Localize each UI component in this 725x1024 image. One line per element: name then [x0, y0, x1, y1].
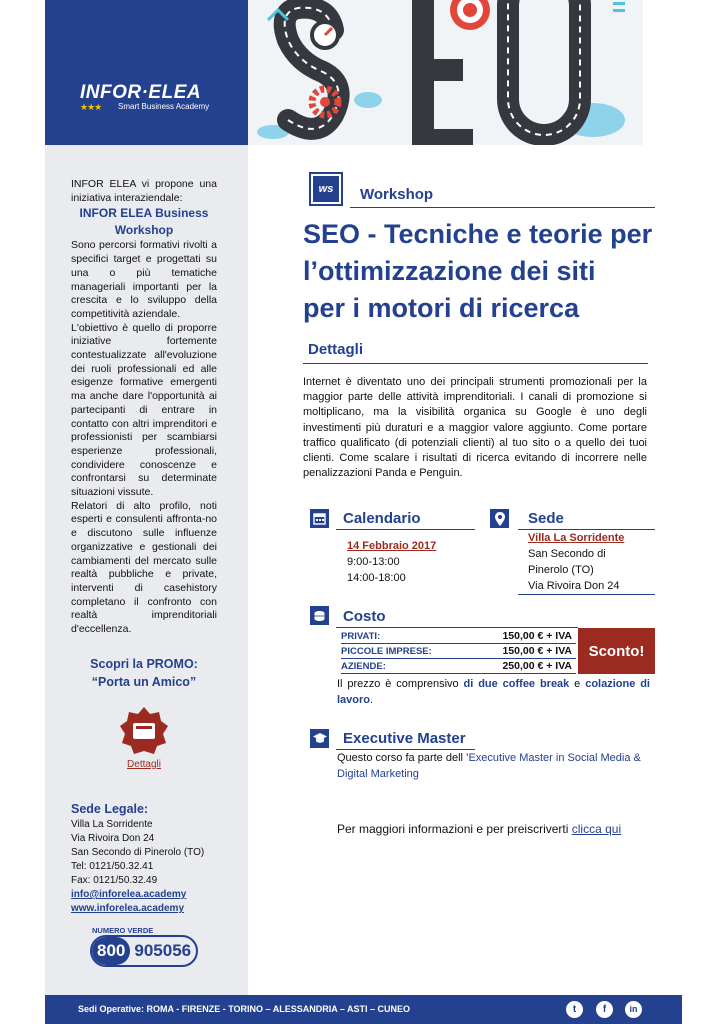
master-text: [337, 750, 655, 782]
program-title: INFOR ELEA Business Workshop: [79, 206, 209, 238]
price-value: 150,00 € + IVA: [502, 645, 572, 657]
sidebar-intro: INFOR ELEA vi propone una iniziativa interaziendale:: [71, 178, 217, 204]
promo-line-1: Scopri la PROMO:: [90, 657, 198, 671]
numero-verde-label: NUMERO VERDE: [92, 926, 154, 935]
divider: [336, 627, 578, 628]
facebook-icon[interactable]: f: [596, 1001, 613, 1018]
price-value: 250,00 € + IVA: [502, 660, 572, 672]
note-highlight: di due coffee break: [463, 678, 570, 690]
letter-o-shape: [508, 0, 580, 135]
venue-title: Sede: [528, 510, 564, 527]
legal-info: [71, 800, 241, 916]
seo-illustration: [248, 0, 643, 145]
note-text: .: [370, 694, 374, 706]
master-title: Executive Master: [343, 730, 466, 747]
money-stack-icon: [310, 606, 329, 625]
calendar-title: Calendario: [343, 510, 421, 527]
fax-line: Fax: 0121/50.32.49: [71, 875, 158, 886]
price-row-small-business: [341, 644, 576, 659]
footer-cities: ROMA - FIRENZE - TORINO – ALESSANDRIA – ASTI – CUNEO: [146, 1004, 411, 1014]
info-line: [337, 821, 621, 837]
venue-line: San Secondo di: [528, 548, 606, 560]
calendar-details: [347, 538, 436, 586]
venue-name-link[interactable]: Villa La Sorridente: [528, 532, 625, 544]
promo-line-2: “Porta un Amico”: [91, 675, 197, 689]
price-row-company: [341, 659, 576, 674]
master-link[interactable]: Executive Master in Social Media & Digital Marketing: [337, 752, 641, 780]
signup-link[interactable]: clicca qui: [571, 822, 622, 836]
sidebar-text: [71, 178, 217, 637]
legal-line: Via Rivoira Don 24: [71, 833, 155, 844]
email-link[interactable]: info@inforelea.academy: [71, 889, 187, 900]
twitter-icon[interactable]: t: [566, 1001, 583, 1018]
calendar-icon: [310, 509, 329, 528]
venue-line: Via Rivoira Don 24: [528, 580, 620, 592]
price-value: 150,00 € + IVA: [502, 630, 572, 642]
sidebar-paragraph-1: Sono percorsi formativi rivolti a specifici target e progettati su una o più tematiche manageriali importanti per la crescita e lo sviluppo della competitività aziendale.: [71, 239, 217, 320]
graduation-cap-icon: [310, 729, 329, 748]
course-description: Internet è diventato uno dei principali strumenti promozionali per la maggior parte delle attività imprenditoriali. I canali di promozione si moltiplicano, ma la visibilità organica su Google è uno degli investimenti più duraturi e a maggior valore aggiunto. Come portare traffico qualificato (di potenziali clienti) al tuo sito o a quello dei tuoi clienti. Come scalare i risultati di ricerca evitando di incorrere nelle penalizzazioni Panda e Penguin.: [303, 376, 647, 480]
numero-verde-number: 905056: [134, 941, 192, 960]
title-line: per i motori di ricerca: [303, 293, 580, 323]
discount-badge[interactable]: Sconto!: [578, 628, 655, 674]
price-label: PICCOLE IMPRESE:: [341, 646, 432, 657]
hero-illustration: [248, 0, 643, 145]
website-link[interactable]: www.inforelea.academy: [71, 903, 185, 914]
workshop-icon: ws: [309, 172, 343, 206]
note-highlight: colazione di lavoro: [337, 678, 650, 706]
footer-offices: [78, 1004, 410, 1014]
phone-line: Tel: 0121/50.32.41: [71, 861, 154, 872]
brand-logo: [80, 82, 209, 111]
page-title: [303, 216, 663, 327]
linkedin-icon[interactable]: in: [625, 1001, 642, 1018]
time-afternoon: 14:00-18:00: [347, 572, 406, 584]
brand-block: [45, 0, 248, 145]
sidebar-paragraph-3: Relatori di alto profilo, noti esperti e consulenti affronta-no e discutono sulle influenze organizzative e gestionali dei cambiamenti del mercato sulle realtà pubbliche e private, interventi di casehistory completano il confronto con realtà imprenditoriali d'eccellenza.: [71, 499, 217, 636]
price-label: AZIENDE:: [341, 661, 386, 672]
cost-title: Costo: [343, 608, 386, 625]
divider: [350, 207, 655, 208]
venue-details: [528, 530, 624, 594]
cloud-icon: [354, 92, 382, 108]
brand-tagline: Smart Business Academy: [118, 102, 210, 111]
promo-title: [71, 655, 217, 691]
price-label: PRIVATI:: [341, 631, 381, 642]
promo-badge-icon[interactable]: [119, 706, 169, 756]
time-morning: 9:00-13:00: [347, 556, 400, 568]
location-pin-icon: [490, 509, 509, 528]
price-row-private: [341, 629, 576, 644]
promo-details-link[interactable]: Dettagli: [127, 759, 161, 770]
legal-line: Villa La Sorridente: [71, 819, 153, 830]
info-text: Per maggiori informazioni e per preiscriverti: [337, 822, 572, 836]
note-text: Il prezzo è comprensivo: [337, 678, 464, 690]
details-title: Dettagli: [308, 341, 364, 358]
divider: [303, 363, 648, 364]
brand-name: INFOR·ELEA: [80, 82, 202, 103]
price-note: [337, 676, 650, 708]
legal-line: San Secondo di Pinerolo (TO): [71, 847, 205, 858]
note-text: e: [569, 678, 586, 690]
numero-verde-badge[interactable]: [90, 935, 198, 967]
stars-icon: ★★★: [80, 102, 102, 112]
title-line: l’ottimizzazione dei siti: [303, 256, 596, 286]
section-label: Workshop: [360, 186, 434, 203]
footer-label: Sedi Operative:: [78, 1004, 147, 1014]
legal-title: Sede Legale:: [71, 802, 149, 816]
numero-verde-prefix: 800: [92, 937, 130, 965]
title-line: SEO - Tecniche e teorie per: [303, 219, 653, 249]
sidebar-paragraph-2: L'obiettivo è quello di proporre iniziative fortemente contestualizzate all'evoluzione dei ruoli professionali ed alle esigenze formative emergenti ma anche dare l'opportunità ai partecipanti di entrare in contatto con altri imprenditori e professionisti per scambiarsi esperienze professionali, condividere conoscenze e confrontarsi su determinate situazioni vissute.: [71, 321, 217, 499]
master-text-a: Questo corso fa parte dell ’: [337, 752, 469, 764]
venue-line: Pinerolo (TO): [528, 564, 594, 576]
divider: [518, 594, 655, 595]
footer: [45, 995, 682, 1024]
divider: [336, 529, 475, 530]
event-date: 14 Febbraio 2017: [347, 540, 437, 552]
